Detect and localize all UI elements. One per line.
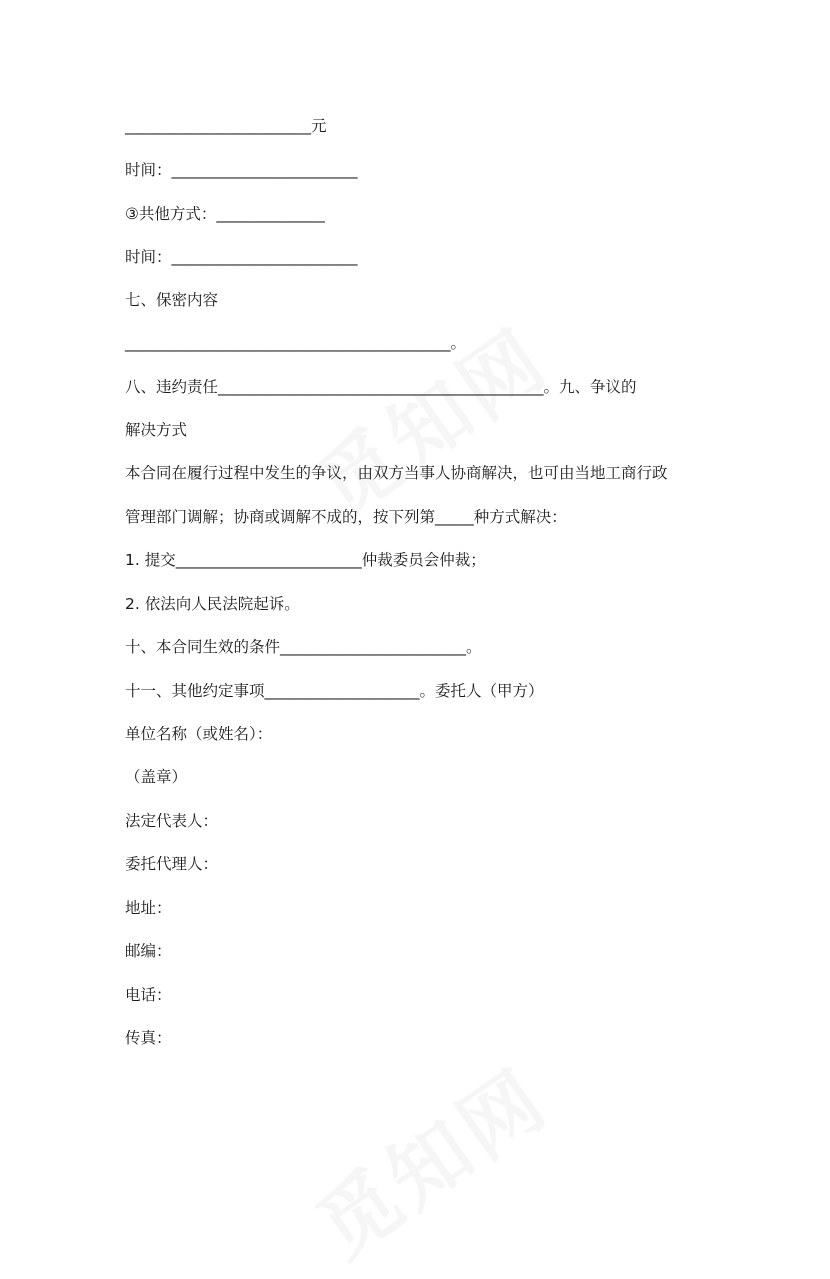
seal-field: （盖章） [125,768,188,786]
confidential-content-blank: __________________________________________。 [125,334,467,352]
section-7-heading: 七、保密内容 [125,291,219,309]
amount-line: ________________________元 [125,117,327,135]
section-9-heading-cont: 解决方式 [125,421,188,439]
agent-field: 委托代理人： [125,855,219,873]
dispute-paragraph-line-2: 管理部门调解；协商或调解不成的，按下列第_____种方式解决： [125,508,567,526]
section-10-effective: 十、本合同生效的条件________________________。 [125,638,482,656]
postcode-field: 邮编： [125,942,172,960]
unit-name-field: 单位名称（或姓名）： [125,725,273,743]
address-field: 地址： [125,899,172,917]
option-1-arbitration: 1. 提交________________________仲裁委员会仲裁； [125,551,486,569]
phone-field: 电话： [125,986,172,1004]
section-11-other: 十一、其他约定事项____________________。委托人（甲方） [125,682,544,700]
time-line-1: 时间：________________________ [125,161,358,179]
other-method-line: ③共他方式：______________ [125,205,325,223]
legal-rep-field: 法定代表人： [125,812,219,830]
dispute-paragraph-line-1: 本合同在履行过程中发生的争议，由双方当事人协商解决，也可由当地工商行政 [125,464,668,482]
fax-field: 传真： [125,1029,172,1047]
option-2-lawsuit: 2. 依法向人民法院起诉。 [125,595,300,613]
time-line-2: 时间：________________________ [125,248,358,266]
section-8-liability: 八、违约责任__________________________________________。九、争议的 [125,378,637,396]
watermark [290,1036,567,1278]
